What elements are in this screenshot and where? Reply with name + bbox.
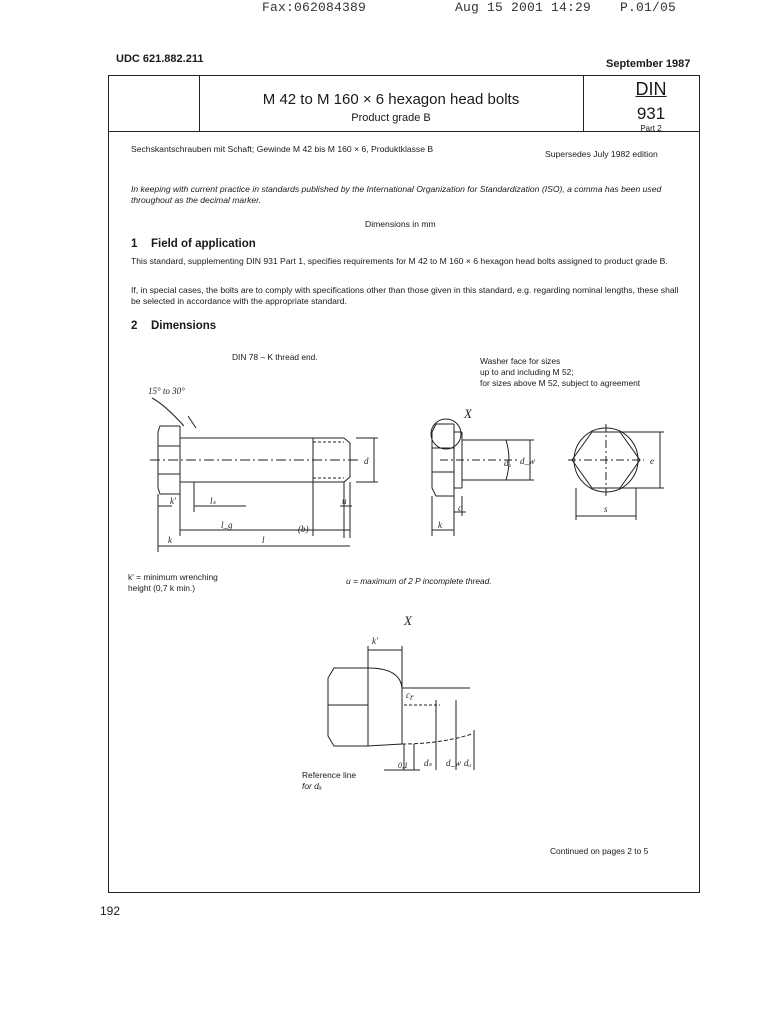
continued-note: Continued on pages 2 to 5 — [550, 846, 649, 856]
reference-line-1: Reference line — [302, 770, 357, 780]
page-number: 192 — [100, 904, 121, 918]
l-label: l — [262, 535, 265, 545]
detail-c-label: c — [406, 690, 410, 700]
detail-r-label: r — [410, 692, 414, 702]
detail-da-label: dₐ — [464, 758, 472, 768]
din-number: 931 — [636, 104, 666, 123]
detail-zero-one-label: 0,1 — [398, 761, 408, 770]
washer-note-2: up to and including M 52; — [480, 367, 574, 377]
k-prime-note-2: height (0,7 k min.) — [128, 583, 196, 593]
section-2-title: Dimensions — [151, 320, 217, 332]
detail-x-title: X — [404, 613, 412, 628]
b-label: (b) — [298, 524, 309, 534]
u-note: u = maximum of 2 P incomplete thread. — [346, 576, 492, 586]
fax-page: P.01/05 — [620, 0, 677, 15]
reference-line-2: for dₐ — [302, 781, 322, 791]
section-1-number: 1 — [131, 238, 138, 250]
x-label: X — [464, 406, 472, 421]
section-1-paragraph-2: If, in special cases, the bolts are to comply with specifications other than those given in this standard, e.g. regarding nominal lengths, these shall be selected in accordance with the appropriate standard. — [131, 285, 679, 306]
d-label: d — [364, 456, 369, 466]
angle-label: 15° to 30° — [148, 386, 185, 396]
ls-label: lₛ — [210, 496, 216, 506]
comma-note: In keeping with current practice in standards published by the International Organization for Standardization (ISO), a comma has been used throughout as the decimal marker. — [131, 184, 662, 205]
hexagon-front-view — [568, 424, 664, 520]
washer-note-3: for sizes above M 52, subject to agreement — [480, 378, 641, 388]
din-part: Part 2 — [640, 124, 662, 133]
c-label: c — [458, 503, 462, 513]
fax-date-time: Aug 15 2001 14:29 — [455, 0, 592, 15]
da-label: dₐ — [504, 458, 512, 468]
bolt-side-view — [150, 398, 378, 552]
detail-dw-label: d_w — [446, 758, 462, 768]
e-label: e — [650, 456, 654, 466]
k-prime-note-1: k' = minimum wrenching — [128, 572, 218, 582]
section-2-number: 2 — [131, 320, 138, 332]
bolt-washer-face-view — [431, 419, 534, 536]
detail-k-prime-label: k' — [372, 636, 378, 646]
k-prime-label: k' — [170, 496, 176, 506]
k-label: k — [168, 535, 172, 545]
udc-code: UDC 621.882.211 — [116, 53, 204, 65]
u-label: u — [342, 496, 347, 506]
detail-x-view — [328, 646, 474, 770]
thread-end-note: DIN 78 – K thread end. — [232, 352, 318, 362]
s-label: s — [604, 504, 608, 514]
document-subtitle: Product grade B — [351, 112, 431, 124]
fax-number: Fax:062084389 — [262, 0, 367, 15]
units-note: Dimensions in mm — [365, 219, 436, 229]
washer-note-1: Washer face for sizes — [480, 356, 561, 366]
k-label-end: k — [438, 520, 442, 530]
section-1-title: Field of application — [151, 238, 256, 250]
dw-label: d_w — [520, 456, 536, 466]
detail-ds-label: dₛ — [424, 758, 432, 768]
document-title: M 42 to M 160 × 6 hexagon head bolts — [262, 91, 520, 108]
section-1-paragraph-1: This standard, supplementing DIN 931 Part 1, specifies requirements for M 42 to M 160 × 6 hexagon head bolts assigned to product grade B. — [131, 256, 668, 266]
supersedes-note: Supersedes July 1982 edition — [545, 149, 658, 159]
issue-date: September 1987 — [606, 58, 691, 70]
lg-label: l_g — [221, 520, 233, 530]
german-title: Sechskantschrauben mit Schaft; Gewinde M 42 bis M 160 × 6, Produktklasse B — [131, 144, 434, 154]
din-label: DIN — [635, 79, 667, 99]
